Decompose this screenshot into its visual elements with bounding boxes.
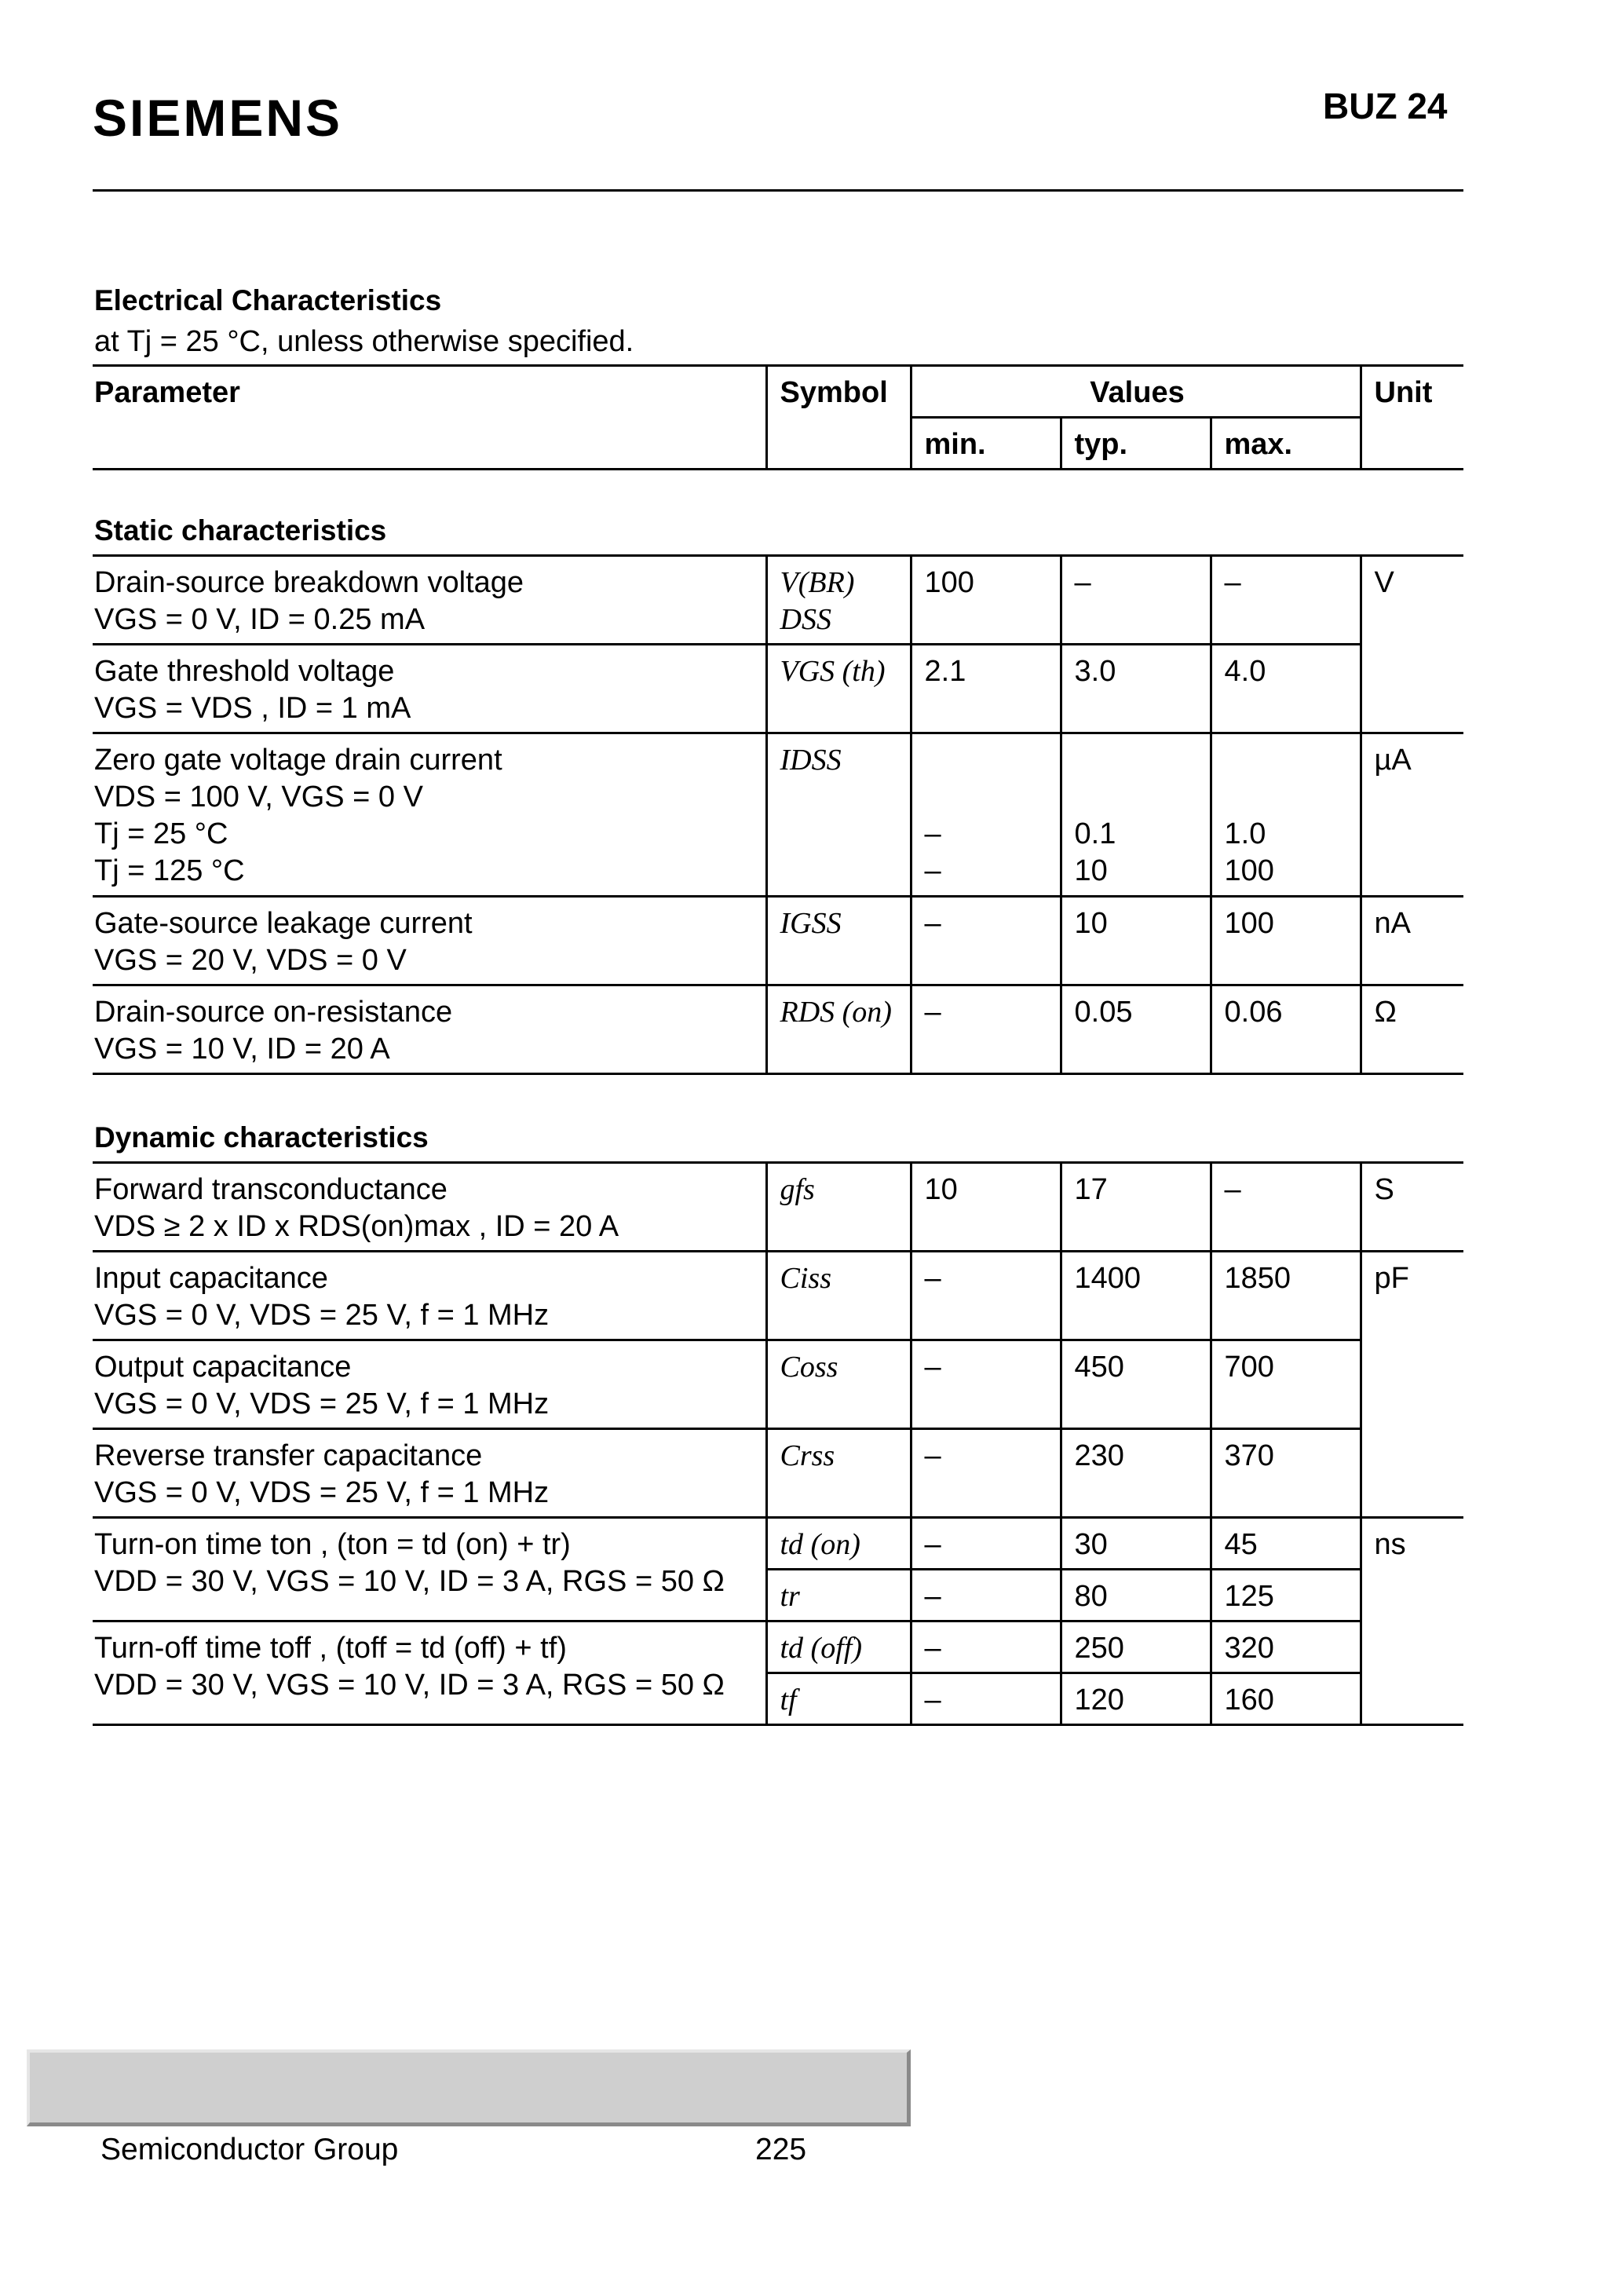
value-typ: 1400 — [1061, 1252, 1211, 1340]
value-max: 45 — [1211, 1518, 1361, 1570]
value-max: 160 — [1211, 1673, 1361, 1725]
value-typ: 450 — [1061, 1340, 1211, 1429]
value-min: – — [911, 1252, 1061, 1340]
param-cond: VGS = 0 V, VDS = 25 V, f = 1 MHz — [94, 1299, 550, 1332]
value-min: – — [911, 897, 1061, 985]
table-row — [93, 645, 1463, 733]
static-title: Static characteristics — [94, 514, 387, 547]
value-min: – — [911, 1518, 1061, 1570]
param-name: Drain-source on-resistance — [94, 996, 453, 1029]
unit: Ω — [1361, 985, 1463, 1074]
table-row — [93, 1518, 1463, 1570]
value-max: 1850 — [1211, 1252, 1361, 1340]
table-row — [93, 1429, 1463, 1518]
param-cond: Tj = 25 °C — [94, 817, 228, 850]
col-min: min. — [911, 418, 1061, 470]
param-cond: VDS = 100 V, VGS = 0 V — [94, 781, 423, 813]
value-typ: – — [1061, 556, 1211, 645]
value-max: 1.0 — [1224, 817, 1266, 850]
param-name: Turn-on time ton , (ton = td (on) + tr) — [94, 1528, 571, 1561]
value-min: – — [924, 854, 941, 887]
param-cond: VDD = 30 V, VGS = 10 V, ID = 3 A, RGS = 50 Ω — [94, 1669, 725, 1702]
unit: S — [1361, 1163, 1463, 1252]
param-name: Forward transconductance — [94, 1173, 448, 1206]
value-typ: 0.1 — [1074, 817, 1116, 850]
value-min: – — [911, 1621, 1061, 1673]
param-name: Turn-off time toff , (toff = td (off) + tf) — [94, 1632, 567, 1665]
symbol: VGS (th) — [766, 645, 911, 733]
symbol: Crss — [766, 1429, 911, 1518]
value-typ: 30 — [1061, 1518, 1211, 1570]
value-min: – — [924, 817, 941, 850]
col-values: Values — [911, 366, 1361, 418]
table-row — [93, 1340, 1463, 1429]
param-cond: VGS = 20 V, VDS = 0 V — [94, 944, 407, 977]
header-rule — [93, 189, 1463, 192]
value-typ: 3.0 — [1061, 645, 1211, 733]
unit: nA — [1361, 897, 1463, 985]
param-name: Drain-source breakdown voltage — [94, 566, 524, 599]
value-min: – — [911, 1673, 1061, 1725]
value-typ: 10 — [1061, 897, 1211, 985]
value-max: – — [1211, 556, 1361, 645]
param-cond: Tj = 125 °C — [94, 854, 245, 887]
symbol: tr — [766, 1570, 911, 1621]
unit: V — [1361, 556, 1463, 645]
symbol: IGSS — [766, 897, 911, 985]
dynamic-title: Dynamic characteristics — [94, 1121, 429, 1153]
value-max: – — [1211, 1163, 1361, 1252]
param-name: Zero gate voltage drain current — [94, 744, 502, 777]
col-parameter: Parameter — [93, 366, 766, 470]
header-table — [93, 364, 1463, 470]
param-cond: VDD = 30 V, VGS = 10 V, ID = 3 A, RGS = 50 Ω — [94, 1565, 725, 1598]
table-row — [93, 897, 1463, 985]
value-typ: 17 — [1061, 1163, 1211, 1252]
symbol: IDSS — [766, 733, 911, 897]
footer-bar — [27, 2049, 911, 2126]
unit: ns — [1361, 1518, 1463, 1725]
col-max: max. — [1211, 418, 1361, 470]
value-min: – — [911, 1340, 1061, 1429]
value-typ: 10 — [1074, 854, 1108, 887]
value-min: – — [911, 1429, 1061, 1518]
part-number: BUZ 24 — [1323, 86, 1448, 126]
value-typ: 80 — [1061, 1570, 1211, 1621]
symbol: td (off) — [766, 1621, 911, 1673]
param-name: Input capacitance — [94, 1262, 328, 1295]
value-max: 100 — [1224, 854, 1274, 887]
value-typ: 250 — [1061, 1621, 1211, 1673]
page-number: 225 — [755, 2133, 807, 2166]
param-cond: VDS ≥ 2 x ID x RDS(on)max , ID = 20 A — [94, 1210, 619, 1243]
param-name: Gate-source leakage current — [94, 907, 473, 940]
value-typ: 230 — [1061, 1429, 1211, 1518]
unit — [1361, 1340, 1463, 1429]
value-max: 320 — [1211, 1621, 1361, 1673]
symbol: gfs — [766, 1163, 911, 1252]
dynamic-table — [93, 1161, 1463, 1726]
section-condition: at Tj = 25 °C, unless otherwise specified. — [94, 325, 634, 358]
col-symbol: Symbol — [766, 366, 911, 470]
symbol: Coss — [766, 1340, 911, 1429]
symbol: Ciss — [766, 1252, 911, 1340]
static-table — [93, 554, 1463, 1075]
param-cond: VGS = 10 V, ID = 20 A — [94, 1033, 390, 1066]
unit — [1361, 1429, 1463, 1518]
param-cond: VGS = 0 V, VDS = 25 V, f = 1 MHz — [94, 1387, 550, 1420]
table-row — [93, 1621, 1463, 1673]
param-name: Reverse transfer capacitance — [94, 1439, 483, 1472]
col-typ: typ. — [1061, 418, 1211, 470]
param-cond: VGS = 0 V, VDS = 25 V, f = 1 MHz — [94, 1476, 550, 1509]
value-min: – — [911, 985, 1061, 1074]
table-row — [93, 1252, 1463, 1340]
symbol: RDS (on) — [766, 985, 911, 1074]
value-typ: 120 — [1061, 1673, 1211, 1725]
value-min: 2.1 — [911, 645, 1061, 733]
value-max: 4.0 — [1211, 645, 1361, 733]
param-name: Gate threshold voltage — [94, 655, 395, 688]
siemens-logo: SIEMENS — [93, 89, 343, 147]
footer-group: Semiconductor Group — [100, 2133, 399, 2166]
symbol: tf — [766, 1673, 911, 1725]
col-unit: Unit — [1361, 366, 1463, 470]
table-row — [93, 985, 1463, 1074]
param-cond: VGS = 0 V, ID = 0.25 mA — [94, 603, 426, 636]
value-max: 0.06 — [1211, 985, 1361, 1074]
value-max: 700 — [1211, 1340, 1361, 1429]
value-typ: 0.05 — [1061, 985, 1211, 1074]
table-row — [93, 733, 1463, 897]
table-row — [93, 556, 1463, 645]
param-cond: VGS = VDS , ID = 1 mA — [94, 692, 411, 725]
symbol: td (on) — [766, 1518, 911, 1570]
symbol: V(BR) DSS — [766, 556, 911, 645]
unit: µA — [1361, 733, 1463, 897]
value-min: 10 — [911, 1163, 1061, 1252]
section-title: Electrical Characteristics — [94, 284, 442, 316]
value-max: 100 — [1211, 897, 1361, 985]
value-min: 100 — [911, 556, 1061, 645]
table-row — [93, 1163, 1463, 1252]
unit: pF — [1361, 1252, 1463, 1340]
value-max: 125 — [1211, 1570, 1361, 1621]
unit — [1361, 645, 1463, 733]
value-max: 370 — [1211, 1429, 1361, 1518]
value-min: – — [911, 1570, 1061, 1621]
param-name: Output capacitance — [94, 1351, 352, 1384]
